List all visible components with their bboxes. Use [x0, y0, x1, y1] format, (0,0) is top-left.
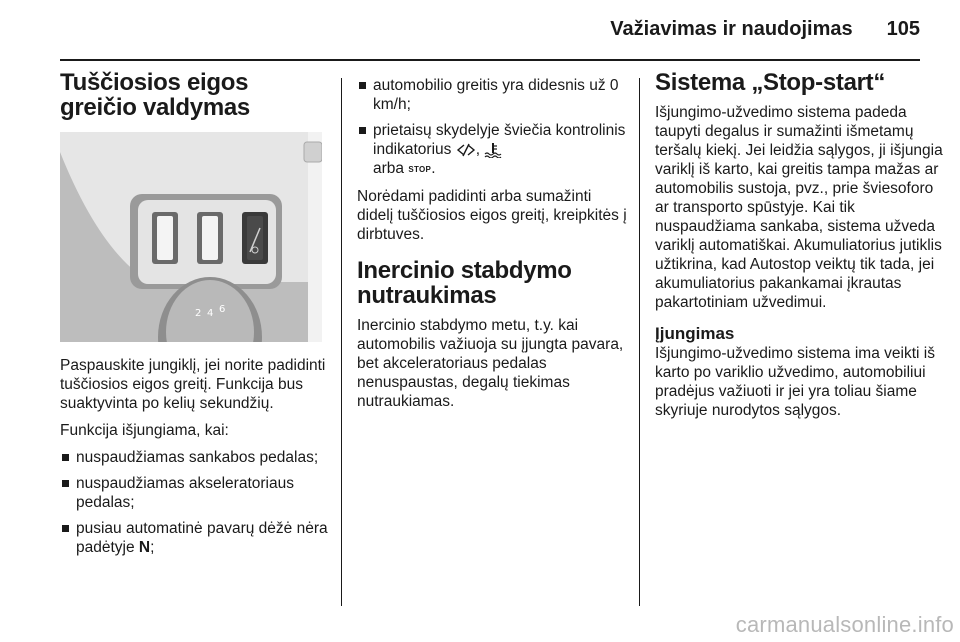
dashboard-switch-photo [60, 132, 322, 342]
gear-position-n: N [138, 539, 151, 556]
list-item-text: pusiau automatinė pavarų dėžė nėra padėtyje [76, 520, 328, 556]
gear-label-4: 4 [207, 308, 214, 319]
page-number: 105 [886, 18, 920, 40]
column-1 [60, 70, 330, 565]
list-item: automobilio greitis yra didesnis už 0 km/h; [357, 76, 627, 114]
header-rule [60, 59, 920, 61]
deactivation-list-continued [357, 76, 627, 179]
column-divider-1 [341, 78, 342, 606]
list-item [357, 121, 627, 179]
list-item-period: . [431, 160, 436, 177]
column-divider-2 [639, 78, 640, 606]
section-heading-idle-speed: Tuščiosios eigos greičio valdymas [60, 69, 250, 121]
paragraph-press-switch: Paspauskite jungiklį, jei norite padidinti tuščiosios eigos greitį. Funkcija bus suaktyvinta po kelių sekundžių. [60, 357, 326, 412]
list-item-punct: ; [150, 539, 155, 556]
list-item: nuspaudžiamas sankabos pedalas; [60, 448, 330, 467]
chapter-title: Važiavimas ir naudojimas [610, 18, 853, 40]
list-item-or: arba [373, 160, 405, 177]
paragraph-stop-start-intro: Išjungimo-užvedimo sistema padeda taupyti degalus ir sumažinti išmetamų teršalų kiekį. Jei leidžia sąlygos, ji išjungia variklį iš karto, kai greitis tampa mažas ar automobilis sustoja, pvz., prie šviesoforo ar transporto spūstyje. Kai tik nuspaudžiama sankaba, sistema užveda variklį automatiškai. Akumuliatorius jutiklis užtikrina, kad Autostop veiktų tik tada, jei akumuliatorius pakankamai įkrautas pakartotiniam užvedimui. [655, 104, 943, 311]
paragraph-function-off: Funkcija išjungiama, kai: [60, 422, 229, 439]
list-item-text: prietaisų skydelyje šviečia kontrolinis indikatorius [373, 122, 626, 158]
coolant-temperature-icon [484, 142, 502, 158]
list-item-comma: , [475, 141, 481, 158]
section-heading-stop-start: Sistema „Stop-start“ [655, 69, 886, 96]
gear-label-2: 2 [195, 308, 202, 319]
column-2 [357, 76, 627, 419]
list-item: nuspaudžiamas akseleratoriaus pedalas; [60, 474, 330, 512]
paragraph-activation: Išjungimo-užvedimo sistema ima veikti iš karto po variklio užvedimo, automobiliui pradėjus važiuoti ir jei yra toliau šiame skyriuje nurodytos sąlygos. [655, 345, 935, 419]
gear-label-6: 6 [219, 304, 226, 315]
throttle-indicator-icon [456, 143, 476, 157]
list-item [60, 519, 330, 557]
stop-indicator-label: STOP [408, 165, 432, 174]
paragraph-overrun-cutoff: Inercinio stabdymo metu, t.y. kai automobilis važiuoja su įjungta pavara, bet akceleratoriaus pedalas nenuspaustas, degalų tiekimas nutraukiamas. [357, 317, 624, 410]
section-heading-overrun-cutoff: Inercinio stabdymo nutraukimas [357, 257, 572, 309]
watermark: carmanualsonline.info [735, 612, 954, 637]
dashboard-switch-illustration [60, 132, 322, 342]
paragraph-workshop: Norėdami padidinti arba sumažinti didelį tuščiosios eigos greitį, kreipkitės į dirbtuves. [357, 188, 627, 243]
subheading-activation: Įjungimas [655, 324, 735, 343]
page-header [0, 18, 920, 41]
column-3 [655, 70, 955, 428]
deactivation-list [60, 448, 330, 557]
